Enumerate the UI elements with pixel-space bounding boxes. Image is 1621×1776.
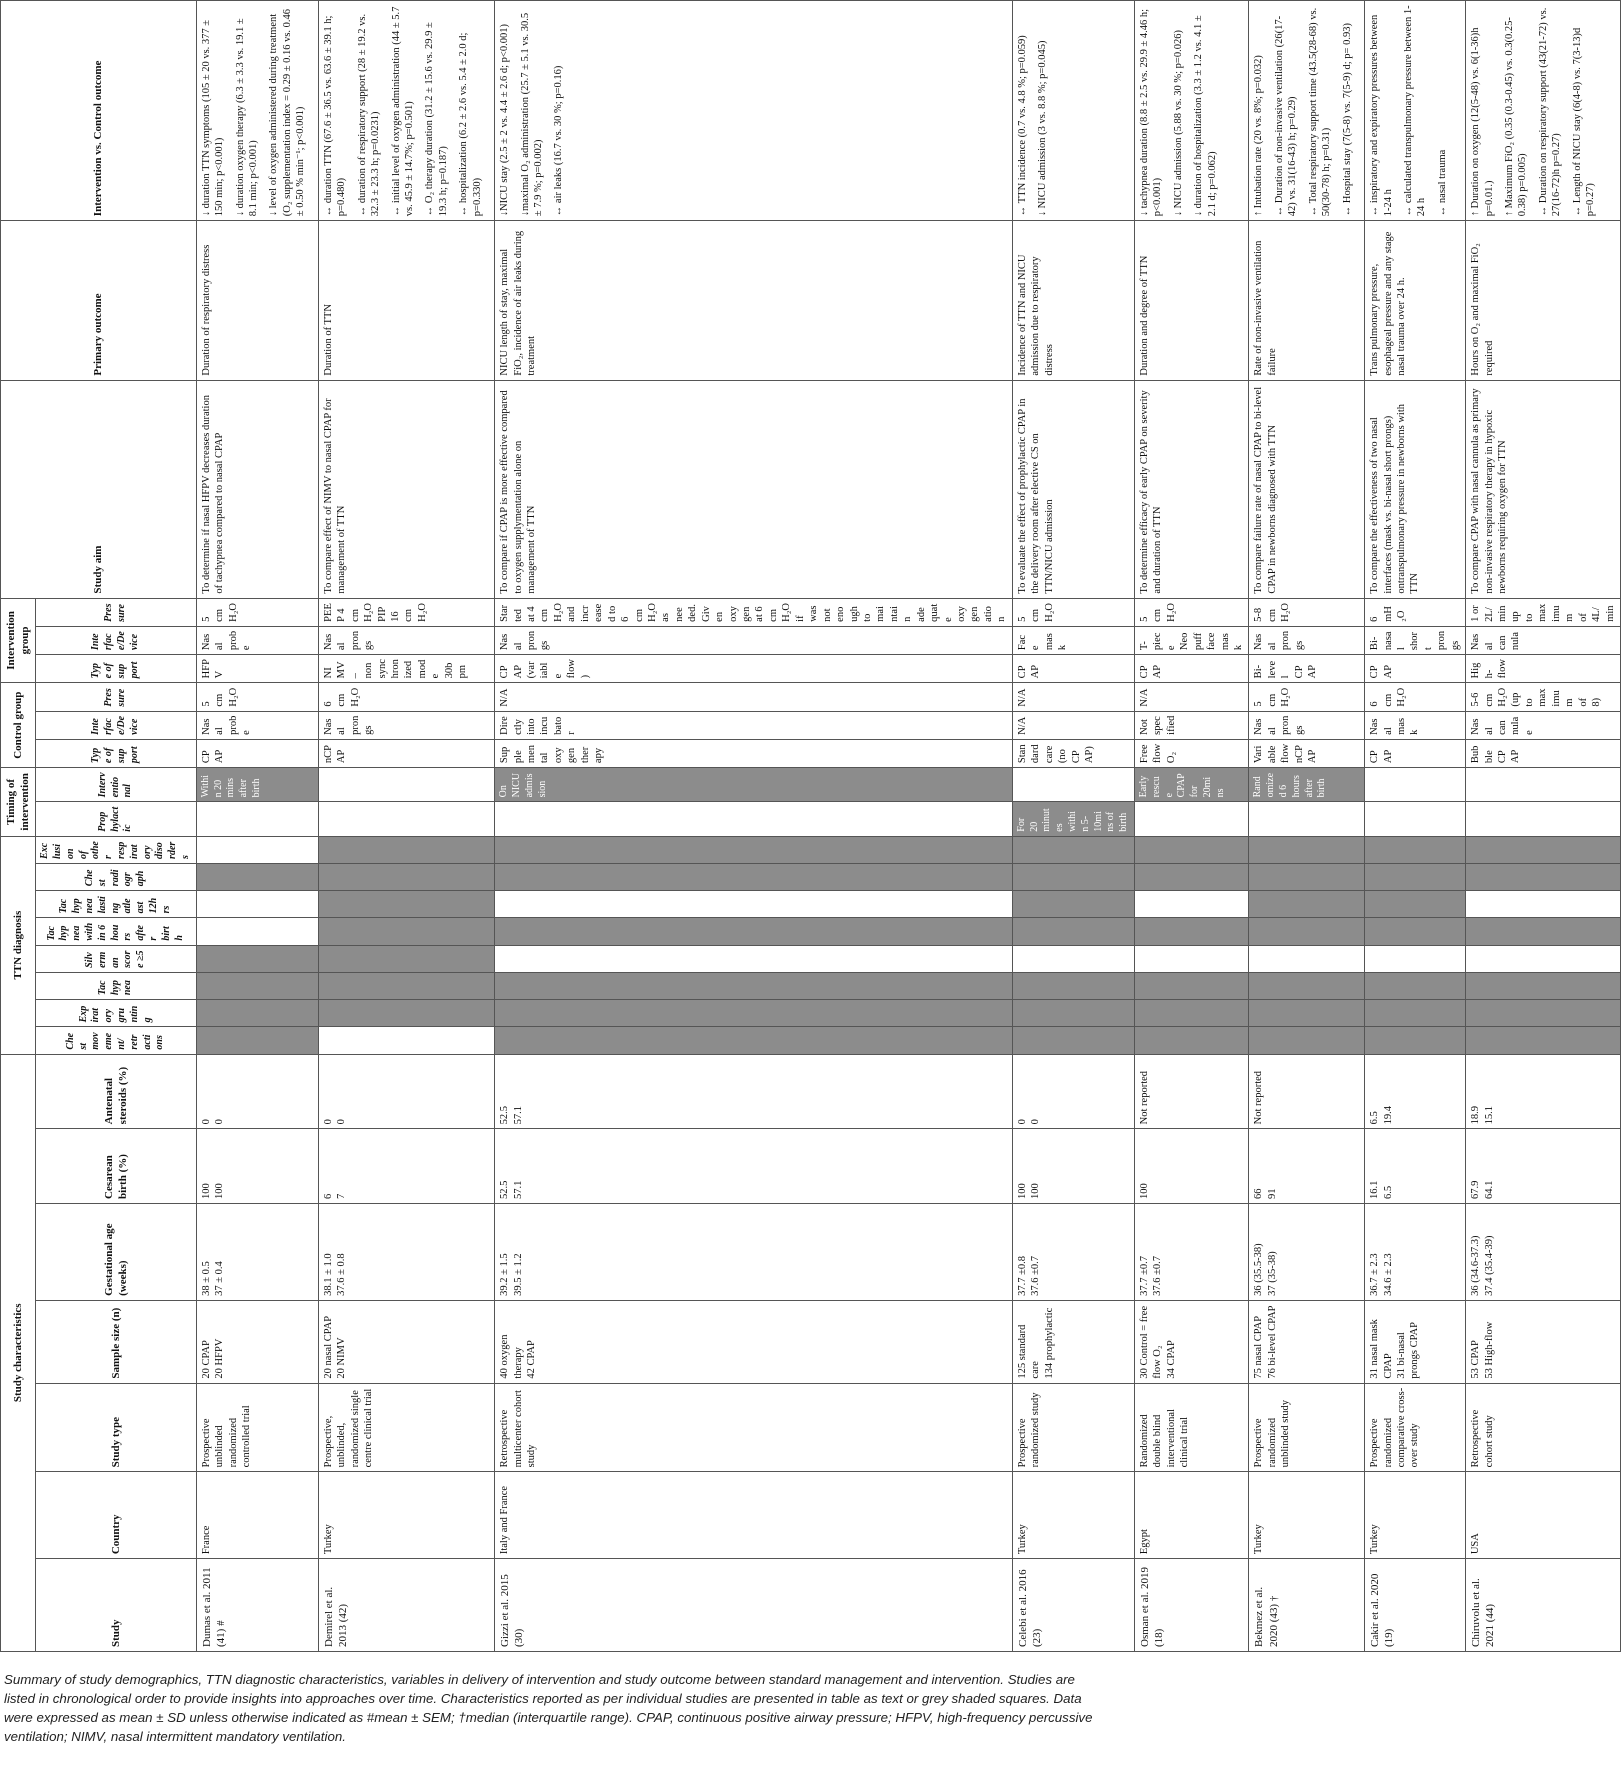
diag-cell bbox=[1249, 836, 1365, 863]
diag-cell bbox=[1134, 945, 1249, 972]
col-study-aim: Study aim bbox=[1, 380, 197, 598]
gestational-age: 36 (34.6-37.3) 37.4 (35.4-39) bbox=[1466, 1204, 1621, 1301]
diag-cell bbox=[1249, 918, 1365, 945]
diag-cell bbox=[1249, 1000, 1365, 1027]
col-diag-radiograph: Chest radiograph bbox=[36, 863, 197, 890]
diag-cell bbox=[495, 863, 1013, 890]
outcomes: ↑ Duration on oxygen (12(5-48) vs. 6(1-36)h p=0.01.) ↑ Maximum FiO₂ (0.35 (0.3-0.45) vs. 0.3(0.25-0.38) p=0.005) ↔ Duration on respiratory support (43(21-72) vs. 27(16-72)h p=0.27) ↔ Length of NICU stay (6(4-8) vs. 7(3-13)d p=0.27) bbox=[1466, 1, 1621, 221]
country: France bbox=[196, 1472, 318, 1559]
col-intervention-pressure: Pressure bbox=[36, 598, 197, 626]
diag-cell bbox=[1466, 836, 1621, 863]
diag-cell bbox=[196, 891, 318, 918]
study-aim: To compare CPAP with nasal cannula as primary non-invasive respiratory therapy in hypoxic newborns requiring oxygen for TTN bbox=[1466, 380, 1621, 598]
col-country: Country bbox=[36, 1472, 197, 1559]
study-type: Retrospective multicenter cohort study bbox=[495, 1383, 1013, 1472]
control-pressure: N/A bbox=[1134, 683, 1249, 711]
primary-outcome: Rate of non-invasive ventilation failure bbox=[1249, 221, 1365, 380]
table-row bbox=[1134, 1, 1249, 1652]
group-timing: Timing of intervention bbox=[1, 768, 36, 837]
control-pressure: 5 cmH₂O bbox=[196, 683, 318, 711]
sample-size: 40 oxygen therapy 42 CPAP bbox=[495, 1300, 1013, 1383]
primary-outcome: Hours on O₂ and maximal FiO₂ required bbox=[1466, 221, 1621, 380]
diag-cell bbox=[1365, 1027, 1466, 1054]
diag-cell bbox=[1012, 1027, 1134, 1054]
gestational-age: 36.7 ± 2.3 34.6 ± 2.3 bbox=[1365, 1204, 1466, 1301]
group-header-row bbox=[1, 1, 36, 1652]
table-row bbox=[1466, 1, 1621, 1652]
intervention-interface: Nasal probe bbox=[196, 626, 318, 654]
group-control: Control group bbox=[1, 683, 36, 768]
diag-cell bbox=[1012, 863, 1134, 890]
study-name: Demirel et al. 2013 (42) bbox=[318, 1559, 494, 1652]
control-interface: Nasal cannulae bbox=[1466, 711, 1621, 739]
col-diag-tachypnea: Tachypnea bbox=[36, 972, 197, 999]
timing-prophylactic bbox=[1249, 802, 1365, 836]
timing-interventional bbox=[1365, 768, 1466, 802]
diag-cell bbox=[1466, 972, 1621, 999]
intervention-pressure: PEEP 4 cmH₂O PIP 16 cmH₂O bbox=[318, 598, 494, 626]
col-study-type: Study type bbox=[36, 1383, 197, 1472]
study-name: Cakir et al. 2020 (19) bbox=[1365, 1559, 1466, 1652]
primary-outcome: Incidence of TTN and NICU admission due to respiratory distress bbox=[1012, 221, 1134, 380]
diag-cell bbox=[318, 863, 494, 890]
sample-size: 20 CPAP 20 HFPV bbox=[196, 1300, 318, 1383]
group-study-characteristics: Study characteristics bbox=[1, 1054, 36, 1651]
diag-cell bbox=[196, 945, 318, 972]
diag-cell bbox=[495, 918, 1013, 945]
study-aim: To compare the effectiveness of two nasal interfaces (mask vs. bi-nasal short prongs) ontranspulmonary pressure in newborns with TTN bbox=[1365, 380, 1466, 598]
control-pressure: N/A bbox=[1012, 683, 1134, 711]
diag-cell bbox=[1466, 863, 1621, 890]
col-timing-interventional: Interventional bbox=[36, 768, 197, 802]
col-intervention-type: Type of support bbox=[36, 655, 197, 683]
control-type: Supplemental oxygen therapy bbox=[495, 739, 1013, 767]
study-aim: To determine efficacy of early CPAP on severity and duration of TTN bbox=[1134, 380, 1249, 598]
primary-outcome: NICU length of stay, maximal FiO₂, incidence of air leaks during treatment bbox=[495, 221, 1013, 380]
timing-prophylactic bbox=[1365, 802, 1466, 836]
diag-cell bbox=[1134, 1027, 1249, 1054]
intervention-type: Bi-level CPAP bbox=[1249, 655, 1365, 683]
study-name: Celebi et al. 2016 (23) bbox=[1012, 1559, 1134, 1652]
control-interface: Nasal prongs bbox=[1249, 711, 1365, 739]
diag-cell bbox=[1365, 891, 1466, 918]
outcomes: ↓ duration TTN symptoms (105 ± 20 vs. 377 ± 150 min; p<0.001) ↓ duration oxygen therapy (6.3 ± 3.3 vs. 19.1 ± 8.1 min; p<0.001) ↓ level of oxygen administered during treatment (O₂ supplementation index = 0.29 ± 0.16 vs. 0.46 ± 0.50 % min⁻¹; p<0.001) bbox=[196, 1, 318, 221]
col-primary-outcome: Primary outcome bbox=[1, 221, 197, 380]
study-aim: To compare effect of NIMV to nasal CPAP for management of TTN bbox=[318, 380, 494, 598]
diag-cell bbox=[495, 1000, 1013, 1027]
sample-size: 125 standard care 134 prophylactic bbox=[1012, 1300, 1134, 1383]
intervention-pressure: 1 or 2L/min up to maximum of 4L/min bbox=[1466, 598, 1621, 626]
diag-cell bbox=[1012, 891, 1134, 918]
diag-cell bbox=[1466, 945, 1621, 972]
diag-cell bbox=[196, 972, 318, 999]
diag-cell bbox=[1012, 945, 1134, 972]
diag-cell bbox=[495, 891, 1013, 918]
diag-cell bbox=[196, 1027, 318, 1054]
control-interface: Nasal prongs bbox=[318, 711, 494, 739]
cesarean: 67.9 64.1 bbox=[1466, 1129, 1621, 1204]
gestational-age: 38.1 ± 1.0 37.6 ± 0.8 bbox=[318, 1204, 494, 1301]
diag-cell bbox=[1466, 891, 1621, 918]
intervention-interface: Nasal prongs bbox=[318, 626, 494, 654]
control-interface: Nasal probe bbox=[196, 711, 318, 739]
sample-size: 53 CPAP 53 High-flow bbox=[1466, 1300, 1621, 1383]
intervention-interface: Face mask bbox=[1012, 626, 1134, 654]
table-row bbox=[1012, 1, 1134, 1652]
country: Turkey bbox=[1249, 1472, 1365, 1559]
timing-interventional bbox=[1012, 768, 1134, 802]
cesarean: 6 7 bbox=[318, 1129, 494, 1204]
sample-size: 31 nasal mask CPAP 31 bi-nasal prongs CPAP bbox=[1365, 1300, 1466, 1383]
intervention-interface: Nasal prongs bbox=[1249, 626, 1365, 654]
diag-cell bbox=[495, 836, 1013, 863]
primary-outcome: Duration of respiratory distress bbox=[196, 221, 318, 380]
diag-cell bbox=[1134, 836, 1249, 863]
diag-cell bbox=[1134, 1000, 1249, 1027]
control-type: Bubble CPAP bbox=[1466, 739, 1621, 767]
timing-prophylactic bbox=[318, 802, 494, 836]
diag-cell bbox=[1249, 863, 1365, 890]
steroids: 18.9 15.1 bbox=[1466, 1054, 1621, 1129]
diag-cell bbox=[1365, 918, 1466, 945]
gestational-age: 37.7 ±0.7 37.6 ±0.7 bbox=[1134, 1204, 1249, 1301]
gestational-age: 36 (35.5-38) 37 (35-38) bbox=[1249, 1204, 1365, 1301]
group-intervention: Intervention group bbox=[1, 598, 36, 683]
col-intervention-interface: Interface/Device bbox=[36, 626, 197, 654]
diag-cell bbox=[1134, 972, 1249, 999]
diag-cell bbox=[318, 972, 494, 999]
study-type: Prospective randomized unblinded study bbox=[1249, 1383, 1365, 1472]
control-type: CPAP bbox=[196, 739, 318, 767]
intervention-pressure: 5 cmH₂O bbox=[196, 598, 318, 626]
gestational-age: 37.7 ±0.8 37.6 ±0.7 bbox=[1012, 1204, 1134, 1301]
diag-cell bbox=[1365, 863, 1466, 890]
timing-prophylactic bbox=[1466, 802, 1621, 836]
diag-cell bbox=[1012, 918, 1134, 945]
outcomes: ↔ duration TTN (67.6 ± 36.5 vs. 63.6 ± 39.1 h; p=0.480) ↔ duration of respiratory support (28 ± 19.2 vs. 32.3 ± 23.3 h; p=0.0231) ↔ initial level of oxygen administration (44 ± 5.7 vs. 45.9 ± 14.7%; p=0.501) ↔ O₂ therapy duration (31.2 ± 15.6 vs. 29.9 ± 19.3 h; p=0.187) ↔ hospitalization (6.2 ± 2.6 vs. 5.4 ± 2.0 d; p=0.330) bbox=[318, 1, 494, 221]
country: Italy and France bbox=[495, 1472, 1013, 1559]
steroids: 52.5 57.1 bbox=[495, 1054, 1013, 1129]
diag-cell bbox=[1365, 836, 1466, 863]
timing-prophylactic: For 20 minutes within 5-10mins of birth bbox=[1012, 802, 1134, 836]
control-pressure: 6 cmH₂O bbox=[318, 683, 494, 711]
outcomes: ↓NICU stay (2.5 ± 2 vs. 4.4 ± 2.6 d; p<0.001) ↓maximal O₂ administration (25.7 ± 5.1 vs. 30.5 ± 7.9 %; p=0.002) ↔ air leaks (16.7 vs. 30 %; p=0.16) bbox=[495, 1, 1013, 221]
intervention-pressure: Started at 4 cmH₂O and increased to 6 cmH₂O as needed. Given oxygen at 6 cmH₂O if was not enough to maintain adequate oxygenation bbox=[495, 598, 1013, 626]
diag-cell bbox=[1249, 1027, 1365, 1054]
diag-cell bbox=[495, 945, 1013, 972]
diag-cell bbox=[318, 891, 494, 918]
timing-interventional: Early rescue CPAP for 20mins bbox=[1134, 768, 1249, 802]
diag-cell bbox=[1249, 891, 1365, 918]
timing-interventional bbox=[318, 768, 494, 802]
intervention-type: CPAP bbox=[1365, 655, 1466, 683]
primary-outcome: Duration of TTN bbox=[318, 221, 494, 380]
cesarean: 66 91 bbox=[1249, 1129, 1365, 1204]
cesarean: 52.5 57.1 bbox=[495, 1129, 1013, 1204]
steroids: 0 0 bbox=[1012, 1054, 1134, 1129]
diag-cell bbox=[1365, 945, 1466, 972]
diag-cell bbox=[1466, 918, 1621, 945]
study-aim: To evaluate the effect of prophylactic CPAP in the delivery room after elective CS on TTN/NICU admission bbox=[1012, 380, 1134, 598]
intervention-interface: Nasal prongs bbox=[495, 626, 1013, 654]
country: Turkey bbox=[1012, 1472, 1134, 1559]
intervention-type: CPAP (variable flow) bbox=[495, 655, 1013, 683]
group-ttn-diagnosis: TTN diagnosis bbox=[1, 836, 36, 1054]
study-type: Prospective, unblinded, randomized single centre clinical trial bbox=[318, 1383, 494, 1472]
diag-cell bbox=[495, 972, 1013, 999]
steroids: 6.5 19.4 bbox=[1365, 1054, 1466, 1129]
steroids: Not reported bbox=[1134, 1054, 1249, 1129]
country: Turkey bbox=[318, 1472, 494, 1559]
diag-cell bbox=[1134, 891, 1249, 918]
intervention-interface: T-piece Neopuff face mask bbox=[1134, 626, 1249, 654]
sample-size: 30 Control = free flow O₂ 34 CPAP bbox=[1134, 1300, 1249, 1383]
diag-cell bbox=[1249, 945, 1365, 972]
control-interface: N/A bbox=[1012, 711, 1134, 739]
diag-cell bbox=[318, 836, 494, 863]
diag-cell bbox=[1466, 1000, 1621, 1027]
control-pressure: 6 cmH₂O bbox=[1365, 683, 1466, 711]
study-name: Gizzi et al. 2015 (30) bbox=[495, 1559, 1013, 1652]
control-interface: Nasal mask bbox=[1365, 711, 1466, 739]
col-diag-tachypnea-6h: Tachypnea within 6 hours after birth bbox=[36, 918, 197, 945]
diag-cell bbox=[1365, 972, 1466, 999]
steroids: 0 0 bbox=[196, 1054, 318, 1129]
cesarean: 16.1 6.5 bbox=[1365, 1129, 1466, 1204]
col-gestational-age: Gestational age (weeks) bbox=[36, 1204, 197, 1301]
col-control-pressure: Pressure bbox=[36, 683, 197, 711]
col-control-interface: Interface/Device bbox=[36, 711, 197, 739]
country: USA bbox=[1466, 1472, 1621, 1559]
diag-cell bbox=[196, 863, 318, 890]
table-row bbox=[495, 1, 1013, 1652]
timing-prophylactic bbox=[196, 802, 318, 836]
col-timing-prophylactic: Prophylactic bbox=[36, 802, 197, 836]
intervention-interface: Nasal cannula bbox=[1466, 626, 1621, 654]
intervention-pressure: 5 cmH₂O bbox=[1012, 598, 1134, 626]
col-diag-grunting: Expiratory grunting bbox=[36, 1000, 197, 1027]
control-pressure: 5-6 cmH₂O (up to maximum of 8) bbox=[1466, 683, 1621, 711]
study-aim: To compare if CPAP is more effective compared to oxygen supplymentation alone on management of TTN bbox=[495, 380, 1013, 598]
diag-cell bbox=[1012, 836, 1134, 863]
steroids: 0 0 bbox=[318, 1054, 494, 1129]
intervention-pressure: 5-8 cmH₂O bbox=[1249, 598, 1365, 626]
diag-cell bbox=[318, 1027, 494, 1054]
col-steroids: Antenatal steroids (%) bbox=[36, 1054, 197, 1129]
control-type: nCPAP bbox=[318, 739, 494, 767]
diag-cell bbox=[318, 1000, 494, 1027]
intervention-type: HFPV bbox=[196, 655, 318, 683]
diag-cell bbox=[1134, 918, 1249, 945]
study-name: Bekmez et al. 2020 (43) † bbox=[1249, 1559, 1365, 1652]
timing-interventional: Within 20 mins after birth bbox=[196, 768, 318, 802]
timing-prophylactic bbox=[1134, 802, 1249, 836]
sample-size: 20 nasal CPAP 20 NIMV bbox=[318, 1300, 494, 1383]
timing-interventional: Randomized 6 hours after birth bbox=[1249, 768, 1365, 802]
study-name: Osman et al. 2019 (18) bbox=[1134, 1559, 1249, 1652]
col-diag-silverman: Silverman score ≥5 bbox=[36, 945, 197, 972]
study-name: Dumas et al. 2011 (41) # bbox=[196, 1559, 318, 1652]
study-type: Prospective randomized comparative cross-over study bbox=[1365, 1383, 1466, 1472]
col-intervention-vs-control: Intervention vs. Control outcome bbox=[1, 1, 197, 221]
col-study: Study bbox=[36, 1559, 197, 1652]
intervention-pressure: 6 mH₂O bbox=[1365, 598, 1466, 626]
study-type: Prospective unblinded randomized controlled trial bbox=[196, 1383, 318, 1472]
steroids: Not reported bbox=[1249, 1054, 1365, 1129]
study-name: Chiruvolu et al. 2021 (44) bbox=[1466, 1559, 1621, 1652]
outcomes: ↔ TTN incidence (0.7 vs. 4.8 %; p=0.059) ↓ NICU admission (3 vs. 8.8 %; p=0.045) bbox=[1012, 1, 1134, 221]
col-diag-exclusion: Exclusion of other respiratory disorders bbox=[36, 836, 197, 863]
table-row bbox=[196, 1, 318, 1652]
study-type: Retrospective cohort study bbox=[1466, 1383, 1621, 1472]
diag-cell bbox=[318, 918, 494, 945]
gestational-age: 38 ± 0.5 37 ± 0.4 bbox=[196, 1204, 318, 1301]
col-control-type: Type of support bbox=[36, 739, 197, 767]
primary-outcome: Duration and degree of TTN bbox=[1134, 221, 1249, 380]
diag-cell bbox=[196, 836, 318, 863]
table-row bbox=[1249, 1, 1365, 1652]
gestational-age: 39.2 ± 1.5 39.5 ± 1.2 bbox=[495, 1204, 1013, 1301]
study-aim: To compare failure rate of nasal CPAP to bi-level CPAP in newborns diagnosed with TTN bbox=[1249, 380, 1365, 598]
sample-size: 75 nasal CPAP 76 bi-level CPAP bbox=[1249, 1300, 1365, 1383]
outcomes: ↓ tachypnea duration (8.8 ± 2.5 vs. 29.9 ± 4.46 h; p<0.001) ↓ NICU admission (5.88 vs. 30 %; p=0.026) ↓ duration of hospitalization (3.3 ± 1.2 vs. 4.1 ± 2.1 d; p=0.062) bbox=[1134, 1, 1249, 221]
col-cesarean: Cesarean birth (%) bbox=[36, 1129, 197, 1204]
cesarean: 100 bbox=[1134, 1129, 1249, 1204]
table-row bbox=[1365, 1, 1466, 1652]
country: Egypt bbox=[1134, 1472, 1249, 1559]
primary-outcome: Trans pulmonary pressure, esophageal pressure and any stage nasal trauma over 24 h. bbox=[1365, 221, 1466, 380]
outcomes: ↑ Intubation rate (20 vs. 8%; p=0.032) ↔ Duration of non-invasive ventilation (26(17-42) vs. 31(16-43) h; p=0.29) ↔ Total respiratory support time (43.5(28-68) vs. 50(30-78) h; p=0.31) ↔ Hospital stay (7(5-8) vs. 7(5-9) d; p= 0.93) bbox=[1249, 1, 1365, 221]
intervention-type: CPAP bbox=[1134, 655, 1249, 683]
diag-cell bbox=[1012, 972, 1134, 999]
control-pressure: 5 cmH₂O bbox=[1249, 683, 1365, 711]
control-type: Free flow O₂ bbox=[1134, 739, 1249, 767]
cesarean: 100 100 bbox=[1012, 1129, 1134, 1204]
study-aim: To determine if nasal HFPV decreases duration of tachypnea compared to nasal CPAP bbox=[196, 380, 318, 598]
control-type: CPAP bbox=[1365, 739, 1466, 767]
control-pressure: N/A bbox=[495, 683, 1013, 711]
intervention-type: NIMV – non synchronized mode 30bpm bbox=[318, 655, 494, 683]
diag-cell bbox=[495, 1027, 1013, 1054]
study-type: Prospective randomized study bbox=[1012, 1383, 1134, 1472]
outcomes: ↔ inspiratory and expiratory pressures between 1-24 h ↔ calculated transpulmonary pressure between 1-24 h ↔ nasal trauma bbox=[1365, 1, 1466, 221]
timing-interventional bbox=[1466, 768, 1621, 802]
table-caption: Summary of study demographics, TTN diagnostic characteristics, variables in delivery of intervention and study outcome between standard management and intervention. Studies are listed in chronological order to provide insights into approaches over time. Characteristics reported as per individual studies are presented in table as text or grey shaded squares. Data were expressed as mean ± SD unless otherwise indicated as #mean ± SEM; †median (interquartile range). CPAP, continuous positive airway pressure; HFPV, high-frequency percussive ventilation; NIMV, nasal intermittent mandatory ventilation. bbox=[4, 1672, 1093, 1744]
intervention-type: CPAP bbox=[1012, 655, 1134, 683]
control-interface: Directly into incubator bbox=[495, 711, 1013, 739]
diag-cell bbox=[1466, 1027, 1621, 1054]
diag-cell bbox=[1365, 1000, 1466, 1027]
intervention-type: High-flow bbox=[1466, 655, 1621, 683]
diag-cell bbox=[1134, 863, 1249, 890]
intervention-interface: Bi-nasal short prongs bbox=[1365, 626, 1466, 654]
col-diag-tachypnea-12h: Tachypnea lasting atleast 12hrs bbox=[36, 891, 197, 918]
diag-cell bbox=[196, 918, 318, 945]
control-type: Standard care (no CPAP) bbox=[1012, 739, 1134, 767]
timing-interventional: On NICU admission bbox=[495, 768, 1013, 802]
control-interface: Not specified bbox=[1134, 711, 1249, 739]
col-diag-retractions: Chest movement/ retractions bbox=[36, 1027, 197, 1054]
timing-prophylactic bbox=[495, 802, 1013, 836]
diag-cell bbox=[1249, 972, 1365, 999]
table-row bbox=[318, 1, 494, 1652]
diag-cell bbox=[196, 1000, 318, 1027]
diag-cell bbox=[318, 945, 494, 972]
control-type: Variable flow nCPAP bbox=[1249, 739, 1365, 767]
country: Turkey bbox=[1365, 1472, 1466, 1559]
intervention-pressure: 5 cmH₂O bbox=[1134, 598, 1249, 626]
col-sample-size: Sample size (n) bbox=[36, 1300, 197, 1383]
study-type: Randomized double blind interventional clinical trial bbox=[1134, 1383, 1249, 1472]
cesarean: 100 100 bbox=[196, 1129, 318, 1204]
diag-cell bbox=[1012, 1000, 1134, 1027]
